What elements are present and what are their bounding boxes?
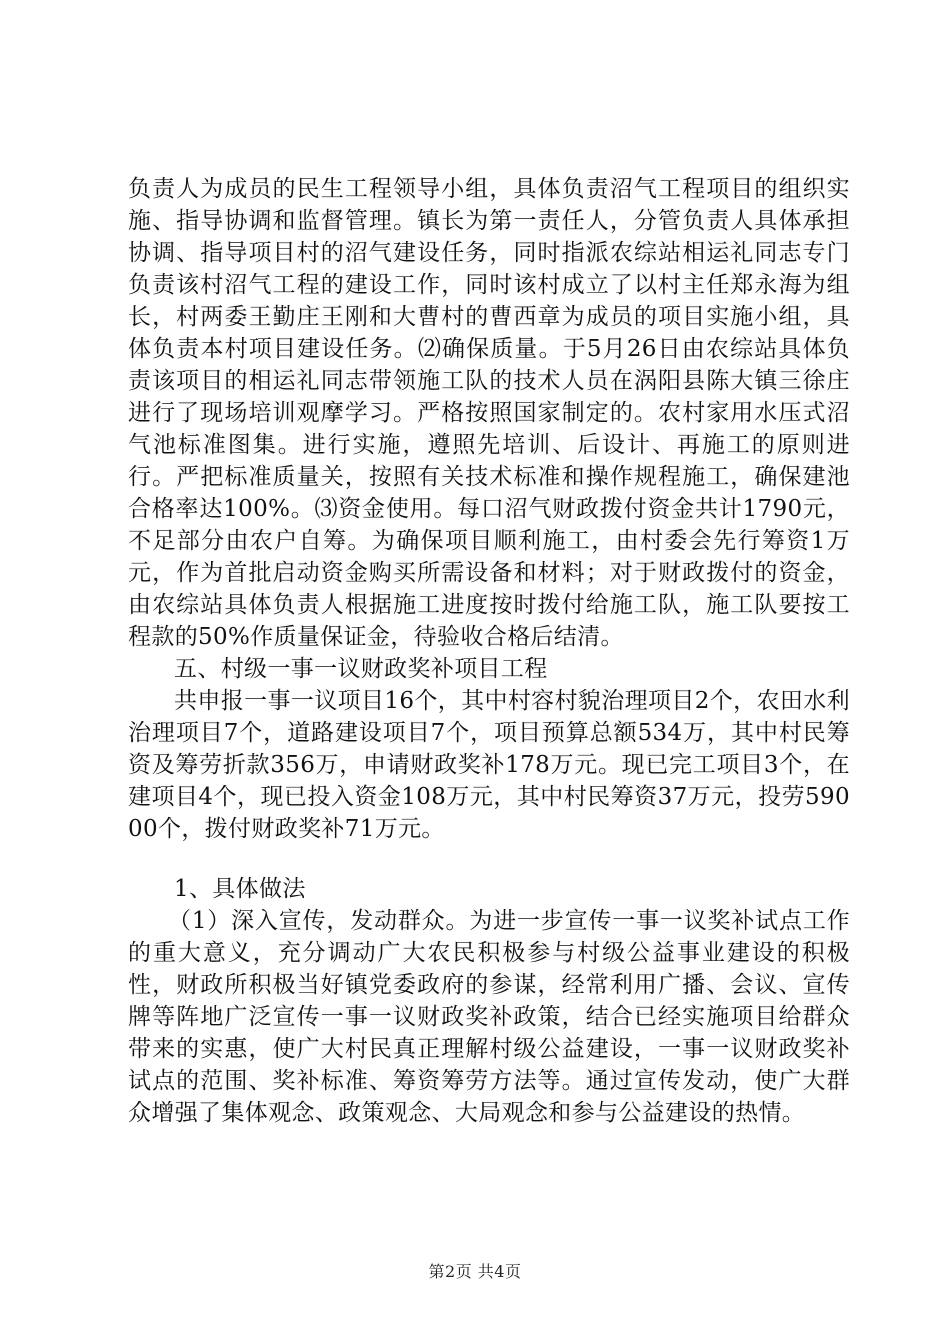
section-heading-five: 五、村级一事一议财政奖补项目工程	[174, 656, 548, 682]
page-number-footer: 第2页 共4页	[428, 1262, 522, 1281]
subsection-heading-methods: 1、具体做法	[174, 876, 306, 902]
document-body	[128, 173, 850, 1129]
paragraph-biogas-project: 负责人为成员的民生工程领导小组，具体负责沼气工程项目的组织实施、指导协调和监督管理。镇长为第一责任人，分管负责人具体承担协调、指导项目村的沼气建设任务，同时指派农综站相运礼同志专门负责该村沼气工程的建设工作，同时该村成立了以村主任郑永海为组长，村两委王勤庄王刚和大曹村的曹西章为成员的项目实施小组，具体负责本村项目建设任务。⑵确保质量。于5月26日由农综站具体负责该项目的相运礼同志带领施工队的技术人员在涡阳县陈大镇三徐庄进行了现场培训观摩学习。严格按照国家制定的。农村家用水压式沼气池标准图集。进行实施，遵照先培训、后设计、再施工的原则进行。严把标准质量关，按照有关技术标准和操作规程施工，确保建池合格率达100%。⑶资金使用。每口沼气财政拨付资金共计1790元，不足部分由农户自筹。为确保项目顺利施工，由村委会先行筹资1万元，作为首批启动资金购买所需设备和材料；对于财政拨付的资金，由农综站具体负责人根据施工进度按时拨付给施工队，施工队要按工程款的50%作质量保证金，待验收合格后结清。	[128, 176, 850, 650]
paragraph-project-summary: 共申报一事一议项目16个，其中村容村貌治理项目2个，农田水利治理项目7个，道路建设项目7个，项目预算总额534万，其中村民筹资及筹劳折款356万，申请财政奖补178万元。现已完工项目3个，在建项目4个，现已投入资金108万元，其中村民筹资37万元，投劳59000个，拨付财政奖补71万元。	[128, 688, 850, 842]
paragraph-spacer	[128, 845, 850, 873]
paragraph-publicity: （1）深入宣传，发动群众。为进一步宣传一事一议奖补试点工作的重大意义，充分调动广大农民积极参与村级公益事业建设的积极性，财政所积极当好镇党委政府的参谋，经常利用广播、会议、宣传牌等阵地广泛宣传一事一议财政奖补政策，结合已经实施项目给群众带来的实惠，使广大村民真正理解村级公益建设，一事一议财政奖补试点的范围、奖补标准、筹资筹劳方法等。通过宣传发动，使广大群众增强了集体观念、政策观念、大局观念和参与公益建设的热情。	[128, 908, 850, 1126]
